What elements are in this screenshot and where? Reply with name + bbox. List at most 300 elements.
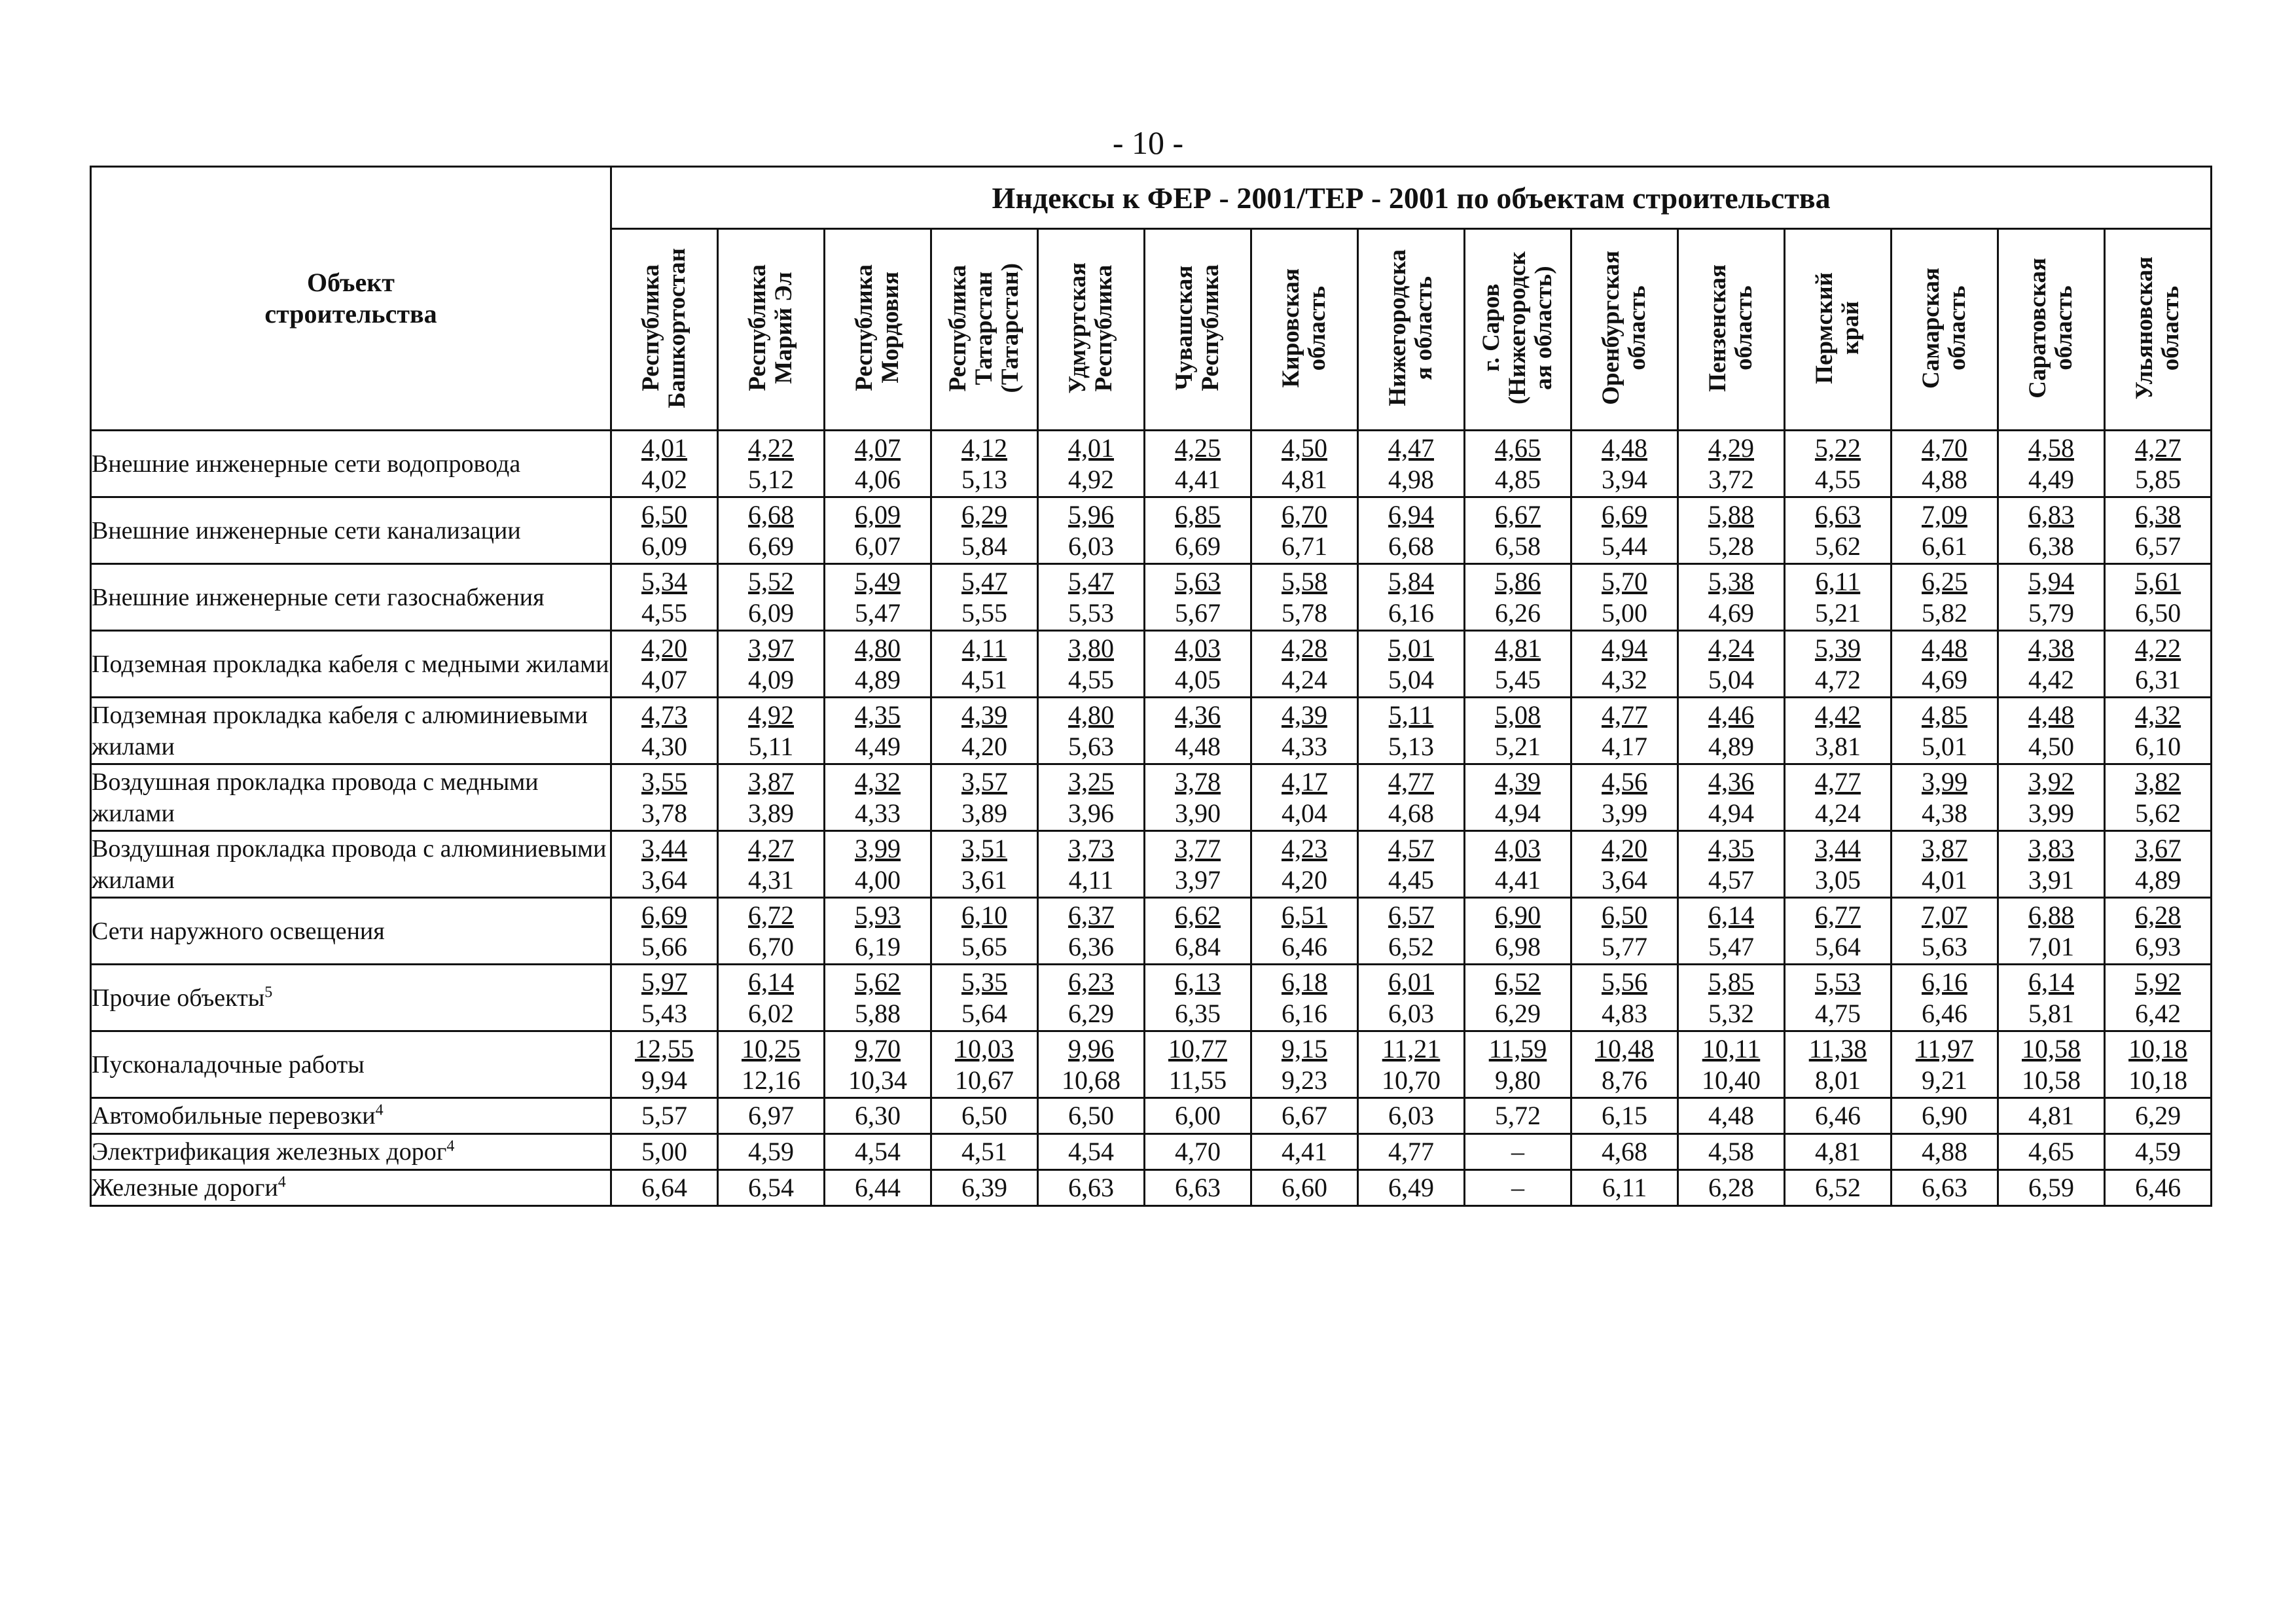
fer-index-value: 4,35 [855, 700, 901, 730]
index-cell [1358, 1134, 1465, 1170]
index-cell [1038, 831, 1145, 898]
index-cell [825, 831, 931, 898]
index-cell [931, 631, 1038, 698]
index-value: 5,57 [641, 1101, 687, 1130]
ter-index-value: 4,11 [1068, 865, 1114, 895]
index-value: 4,88 [1922, 1137, 1967, 1166]
table-row [91, 1031, 2212, 1098]
region-header [1571, 229, 1678, 431]
fer-index-value: 4,12 [961, 433, 1007, 463]
fer-index-value: 6,62 [1175, 900, 1221, 930]
index-cell [1892, 1098, 1998, 1134]
ter-index-value: 5,78 [1282, 597, 1327, 628]
index-cell [1358, 431, 1465, 497]
region-label: Республика Башкортостан [637, 247, 691, 408]
index-cell [1892, 898, 1998, 965]
index-cell [825, 631, 931, 698]
ter-index-value: 6,68 [1388, 531, 1434, 561]
ter-index-value: 4,89 [855, 664, 901, 694]
object-name-cell [91, 1170, 611, 1206]
fer-index-value: 5,47 [1068, 566, 1114, 596]
object-name: Сети наружного освещения [92, 917, 385, 945]
object-name: Пусконаладочные работы [92, 1050, 365, 1079]
ter-index-value: 3,99 [1602, 798, 1647, 828]
fer-index-value: 4,01 [1068, 433, 1114, 463]
fer-index-value: 4,92 [748, 700, 794, 730]
index-cell [1038, 1031, 1145, 1098]
ter-index-value: 11,55 [1168, 1065, 1227, 1095]
region-label: Удмуртская Республика [1064, 262, 1117, 394]
ter-index-value: 9,21 [1922, 1065, 1967, 1095]
fer-index-value: 6,72 [748, 900, 794, 930]
object-name-cell [91, 898, 611, 965]
index-cell [1998, 1134, 2105, 1170]
fer-index-value: 6,10 [961, 900, 1007, 930]
ter-index-value: 4,49 [855, 731, 901, 761]
index-cell [1785, 898, 1892, 965]
index-cell [1678, 564, 1785, 631]
index-cell [1998, 497, 2105, 564]
index-value: 6,63 [1922, 1173, 1967, 1202]
index-cell [1571, 1031, 1678, 1098]
fer-index-value: 4,27 [2135, 433, 2181, 463]
index-value: – [1511, 1137, 1524, 1166]
fer-index-value: 4,58 [2028, 433, 2074, 463]
index-value: 6,67 [1282, 1101, 1327, 1130]
fer-index-value: 4,22 [748, 433, 794, 463]
ter-index-value: 3,81 [1815, 731, 1861, 761]
ter-index-value: 5,11 [748, 731, 794, 761]
ter-index-value: 4,01 [1922, 865, 1967, 895]
object-name: Электрификация железных дорог [92, 1138, 447, 1166]
region-label: Чувашская Республика [1171, 264, 1224, 391]
ter-index-value: 5,84 [961, 531, 1007, 561]
ter-index-value: 5,13 [1388, 731, 1434, 761]
index-cell [1998, 698, 2105, 764]
object-name: Прочие объекты [92, 984, 265, 1012]
index-cell [611, 1031, 718, 1098]
fer-index-value: 4,77 [1815, 766, 1861, 796]
region-header [1358, 229, 1465, 431]
fer-index-value: 4,20 [641, 633, 687, 663]
index-cell [2105, 431, 2212, 497]
ter-index-value: 6,69 [748, 531, 794, 561]
fer-index-value: 10,25 [742, 1033, 800, 1063]
fer-index-value: 6,18 [1282, 967, 1327, 997]
fer-index-value: 11,59 [1488, 1033, 1547, 1063]
index-cell [1251, 698, 1358, 764]
index-cell [931, 1031, 1038, 1098]
ter-index-value: 6,03 [1068, 531, 1114, 561]
index-cell [1571, 698, 1678, 764]
index-value: 6,63 [1068, 1173, 1114, 1202]
table-row [91, 1098, 2212, 1134]
fer-index-value: 3,51 [961, 833, 1007, 863]
ter-index-value: 6,26 [1495, 597, 1541, 628]
fer-index-value: 4,24 [1708, 633, 1754, 663]
ter-index-value: 4,55 [1815, 464, 1861, 494]
index-cell [931, 431, 1038, 497]
index-cell [1145, 1170, 1251, 1206]
fer-index-value: 5,84 [1388, 566, 1434, 596]
ter-index-value: 4,24 [1815, 798, 1861, 828]
fer-index-value: 6,70 [1282, 499, 1327, 529]
index-value: 4,59 [748, 1137, 794, 1166]
index-cell [2105, 1170, 2212, 1206]
ter-index-value: 10,58 [2022, 1065, 2081, 1095]
fer-index-value: 6,14 [748, 967, 794, 997]
index-value: 6,28 [1708, 1173, 1754, 1202]
index-value: – [1511, 1173, 1524, 1202]
ter-index-value: 4,57 [1708, 865, 1754, 895]
ter-index-value: 3,96 [1068, 798, 1114, 828]
index-cell [718, 564, 825, 631]
index-cell [718, 965, 825, 1031]
ter-index-value: 5,77 [1602, 931, 1647, 961]
table-row [91, 764, 2212, 831]
indices-table [90, 166, 2212, 1207]
index-cell [825, 898, 931, 965]
index-cell [825, 698, 931, 764]
table-body [91, 431, 2212, 1206]
ter-index-value: 6,09 [748, 597, 794, 628]
ter-index-value: 5,04 [1708, 664, 1754, 694]
ter-index-value: 4,31 [748, 865, 794, 895]
index-cell [1785, 431, 1892, 497]
object-name: Подземная прокладка кабеля с медными жилами [92, 650, 609, 678]
index-cell [611, 431, 718, 497]
ter-index-value: 8,76 [1602, 1065, 1647, 1095]
fer-index-value: 6,83 [2028, 499, 2074, 529]
fer-index-value: 5,92 [2135, 967, 2181, 997]
index-cell [718, 831, 825, 898]
ter-index-value: 4,89 [2135, 865, 2181, 895]
index-cell [1892, 764, 1998, 831]
fer-index-value: 6,14 [2028, 967, 2074, 997]
fer-index-value: 5,56 [1602, 967, 1647, 997]
index-cell [825, 1098, 931, 1134]
fer-index-value: 3,92 [2028, 766, 2074, 796]
index-value: 6,11 [1602, 1173, 1647, 1202]
fer-index-value: 4,65 [1495, 433, 1541, 463]
region-header [1785, 229, 1892, 431]
index-cell [931, 497, 1038, 564]
footnote-marker: 4 [375, 1101, 384, 1119]
fer-index-value: 4,03 [1175, 633, 1221, 663]
ter-index-value: 6,57 [2135, 531, 2181, 561]
index-cell [1892, 431, 1998, 497]
index-cell [825, 1170, 931, 1206]
index-cell [611, 898, 718, 965]
fer-index-value: 6,57 [1388, 900, 1434, 930]
index-cell [1358, 1170, 1465, 1206]
ter-index-value: 5,21 [1495, 731, 1541, 761]
ter-index-value: 5,53 [1068, 597, 1114, 628]
fer-index-value: 3,67 [2135, 833, 2181, 863]
ter-index-value: 4,07 [641, 664, 687, 694]
index-cell [1571, 965, 1678, 1031]
ter-index-value: 4,75 [1815, 998, 1861, 1028]
region-header [1892, 229, 1998, 431]
index-cell [1892, 698, 1998, 764]
index-cell [1251, 1170, 1358, 1206]
ter-index-value: 4,38 [1922, 798, 1967, 828]
index-cell [1465, 431, 1571, 497]
index-cell [931, 564, 1038, 631]
index-cell [1251, 564, 1358, 631]
fer-index-value: 4,73 [641, 700, 687, 730]
index-cell [931, 1098, 1038, 1134]
index-cell [1892, 497, 1998, 564]
ter-index-value: 6,71 [1282, 531, 1327, 561]
index-value: 4,41 [1282, 1137, 1327, 1166]
index-cell [718, 764, 825, 831]
ter-index-value: 3,94 [1602, 464, 1647, 494]
table-row [91, 965, 2212, 1031]
ter-index-value: 6,02 [748, 998, 794, 1028]
index-value: 5,72 [1495, 1101, 1541, 1130]
index-cell [1892, 564, 1998, 631]
index-cell [931, 698, 1038, 764]
index-cell [1678, 497, 1785, 564]
index-cell [1465, 1031, 1571, 1098]
index-value: 6,54 [748, 1173, 794, 1202]
index-value: 4,81 [2028, 1101, 2074, 1130]
index-cell [1998, 631, 2105, 698]
index-cell [1145, 898, 1251, 965]
index-cell [718, 497, 825, 564]
fer-index-value: 5,86 [1495, 566, 1541, 596]
fer-index-value: 4,81 [1495, 633, 1541, 663]
ter-index-value: 10,18 [2128, 1065, 2188, 1095]
fer-index-value: 4,48 [2028, 700, 2074, 730]
region-label: Республика Татарстан (Татарстан) [944, 262, 1024, 393]
index-value: 6,60 [1282, 1173, 1327, 1202]
fer-index-value: 9,96 [1068, 1033, 1114, 1063]
fer-index-value: 4,94 [1602, 633, 1647, 663]
index-value: 6,63 [1175, 1173, 1221, 1202]
ter-index-value: 4,50 [2028, 731, 2074, 761]
fer-index-value: 9,15 [1282, 1033, 1327, 1063]
ter-index-value: 6,09 [641, 531, 687, 561]
index-value: 6,46 [1815, 1101, 1861, 1130]
index-value: 6,44 [855, 1173, 901, 1202]
ter-index-value: 6,50 [2135, 597, 2181, 628]
index-cell [1785, 631, 1892, 698]
fer-index-value: 4,56 [1602, 766, 1647, 796]
index-cell [611, 698, 718, 764]
index-cell [2105, 831, 2212, 898]
ter-index-value: 4,32 [1602, 664, 1647, 694]
fer-index-value: 3,99 [855, 833, 901, 863]
region-label: Пензенская область [1704, 264, 1757, 392]
index-cell [1145, 764, 1251, 831]
index-cell [931, 831, 1038, 898]
index-cell [718, 1031, 825, 1098]
index-cell [1038, 698, 1145, 764]
fer-index-value: 4,80 [1068, 700, 1114, 730]
fer-index-value: 4,20 [1602, 833, 1647, 863]
index-cell [1038, 898, 1145, 965]
ter-index-value: 12,16 [742, 1065, 800, 1095]
ter-index-value: 5,55 [961, 597, 1007, 628]
fer-index-value: 6,69 [641, 900, 687, 930]
index-value: 6,00 [1175, 1101, 1221, 1130]
ter-index-value: 6,16 [1282, 998, 1327, 1028]
fer-index-value: 6,63 [1815, 499, 1861, 529]
fer-index-value: 4,77 [1602, 700, 1647, 730]
table-row [91, 698, 2212, 764]
fer-index-value: 5,97 [641, 967, 687, 997]
index-cell [1251, 1098, 1358, 1134]
fer-index-value: 11,21 [1382, 1033, 1441, 1063]
ter-index-value: 4,17 [1602, 731, 1647, 761]
fer-index-value: 6,50 [641, 499, 687, 529]
fer-index-value: 5,34 [641, 566, 687, 596]
index-cell [1251, 431, 1358, 497]
fer-index-value: 6,88 [2028, 900, 2074, 930]
fer-index-value: 4,27 [748, 833, 794, 863]
ter-index-value: 5,28 [1708, 531, 1754, 561]
index-value: 6,29 [2135, 1101, 2181, 1130]
ter-index-value: 5,13 [961, 464, 1007, 494]
object-name-cell [91, 497, 611, 564]
index-cell [1571, 764, 1678, 831]
index-value: 4,54 [1068, 1137, 1114, 1166]
index-cell [1571, 497, 1678, 564]
ter-index-value: 6,29 [1068, 998, 1114, 1028]
index-value: 6,46 [2135, 1173, 2181, 1202]
object-name-cell [91, 1031, 611, 1098]
ter-index-value: 4,00 [855, 865, 901, 895]
index-cell [1785, 698, 1892, 764]
fer-index-value: 10,58 [2022, 1033, 2081, 1063]
fer-index-value: 3,78 [1175, 766, 1221, 796]
index-cell [1145, 698, 1251, 764]
fer-index-value: 3,77 [1175, 833, 1221, 863]
fer-index-value: 4,80 [855, 633, 901, 663]
index-cell [1678, 1170, 1785, 1206]
fer-index-value: 5,58 [1282, 566, 1327, 596]
ter-index-value: 4,33 [1282, 731, 1327, 761]
ter-index-value: 5,66 [641, 931, 687, 961]
index-cell [1465, 1098, 1571, 1134]
index-cell [931, 1134, 1038, 1170]
ter-index-value: 10,40 [1702, 1065, 1761, 1095]
fer-index-value: 3,25 [1068, 766, 1114, 796]
ter-index-value: 4,42 [2028, 664, 2074, 694]
fer-index-value: 5,38 [1708, 566, 1754, 596]
index-cell [1465, 831, 1571, 898]
ter-index-value: 5,45 [1495, 664, 1541, 694]
ter-index-value: 9,94 [641, 1065, 687, 1095]
region-label: Республика Марий Эл [744, 264, 797, 391]
fer-index-value: 7,09 [1922, 499, 1967, 529]
fer-index-value: 5,61 [2135, 566, 2181, 596]
index-value: 6,49 [1388, 1173, 1434, 1202]
index-cell [1892, 1031, 1998, 1098]
index-cell [1251, 497, 1358, 564]
fer-index-value: 6,77 [1815, 900, 1861, 930]
index-cell [1145, 1134, 1251, 1170]
index-cell [1785, 1098, 1892, 1134]
index-cell [1998, 564, 2105, 631]
index-cell [1998, 1170, 2105, 1206]
index-cell [1998, 764, 2105, 831]
index-cell [1145, 965, 1251, 1031]
index-value: 6,50 [1068, 1101, 1114, 1130]
fer-index-value: 5,70 [1602, 566, 1647, 596]
fer-index-value: 10,03 [955, 1033, 1014, 1063]
index-cell [1678, 898, 1785, 965]
object-name: Автомобильные перевозки [92, 1102, 376, 1130]
ter-index-value: 4,04 [1282, 798, 1327, 828]
ter-index-value: 4,72 [1815, 664, 1861, 694]
index-cell [2105, 631, 2212, 698]
table-header [91, 167, 2212, 431]
fer-index-value: 6,16 [1922, 967, 1967, 997]
footnote-marker: 4 [446, 1137, 455, 1155]
index-cell [1678, 831, 1785, 898]
index-cell [718, 1098, 825, 1134]
index-cell [611, 564, 718, 631]
index-cell [2105, 1134, 2212, 1170]
table-row [91, 898, 2212, 965]
table-row [91, 1134, 2212, 1170]
index-cell [825, 1031, 931, 1098]
region-header [718, 229, 825, 431]
ter-index-value: 5,63 [1068, 731, 1114, 761]
ter-index-value: 7,01 [2028, 931, 2074, 961]
region-header [825, 229, 931, 431]
index-cell [1358, 631, 1465, 698]
fer-index-value: 4,38 [2028, 633, 2074, 663]
object-name-cell [91, 564, 611, 631]
ter-index-value: 4,88 [1922, 464, 1967, 494]
ter-index-value: 6,84 [1175, 931, 1221, 961]
index-cell [1251, 965, 1358, 1031]
index-cell [718, 898, 825, 965]
ter-index-value: 4,85 [1495, 464, 1541, 494]
ter-index-value: 6,70 [748, 931, 794, 961]
region-label: Кировская область [1278, 268, 1331, 388]
index-value: 4,81 [1815, 1137, 1861, 1166]
index-cell [1465, 965, 1571, 1031]
object-name: Внешние инженерные сети канализации [92, 516, 521, 544]
index-cell [1571, 631, 1678, 698]
index-value: 4,59 [2135, 1137, 2181, 1166]
index-cell [2105, 698, 2212, 764]
region-header [1465, 229, 1571, 431]
fer-index-value: 3,87 [1922, 833, 1967, 863]
fer-index-value: 10,77 [1168, 1033, 1227, 1063]
fer-index-value: 10,48 [1595, 1033, 1654, 1063]
index-cell [1678, 698, 1785, 764]
index-value: 4,48 [1708, 1101, 1754, 1130]
index-cell [611, 764, 718, 831]
index-cell [1358, 497, 1465, 564]
region-header [1251, 229, 1358, 431]
index-cell [2105, 1031, 2212, 1098]
ter-index-value: 5,88 [855, 998, 901, 1028]
ter-index-value: 5,67 [1175, 597, 1221, 628]
region-label: Ульяновская область [2131, 256, 2185, 400]
fer-index-value: 6,67 [1495, 499, 1541, 529]
index-cell [1145, 564, 1251, 631]
index-value: 5,00 [641, 1137, 687, 1166]
ter-index-value: 3,99 [2028, 798, 2074, 828]
index-cell [2105, 764, 2212, 831]
